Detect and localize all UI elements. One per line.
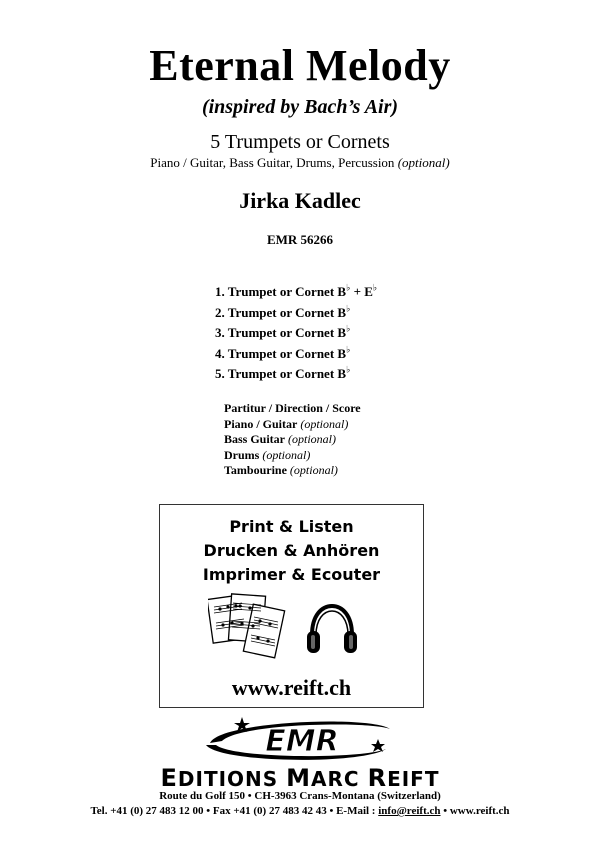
promo-line-fr: Imprimer & Ecouter: [202, 565, 381, 584]
instrumentation: 5 Trumpets or Cornets: [210, 131, 390, 153]
catalog-number: EMR 56266: [266, 232, 334, 247]
accompaniment-note: (optional): [397, 155, 450, 170]
composer-name: Jirka Kadlec: [239, 188, 361, 213]
publisher-name: EDITIONS MARC REIFT: [160, 764, 440, 792]
part-item: 1. Trumpet or Cornet B♭ + E♭: [215, 282, 378, 299]
email-link[interactable]: info@reift.ch: [378, 805, 441, 817]
extras-item: Partitur / Direction / Score: [224, 401, 361, 415]
part-item: 4. Trumpet or Cornet B♭: [215, 344, 351, 361]
piece-subtitle: (inspired by Bach’s Air): [201, 96, 399, 118]
part-item: 3. Trumpet or Cornet B♭: [215, 323, 351, 340]
promo-line-de: Drucken & Anhören: [203, 541, 380, 560]
extras-item: Drums (optional): [224, 447, 311, 462]
promo-line-en: Print & Listen: [229, 517, 354, 536]
part-item: 5. Trumpet or Cornet B♭: [215, 364, 351, 381]
publisher-address: Route du Golf 150 • CH-3963 Crans-Montana (Switzerland): [159, 790, 441, 802]
piece-title: Eternal Melody: [149, 41, 451, 90]
parts-list: [215, 282, 377, 385]
promo-url[interactable]: www.reift.ch: [231, 675, 352, 700]
headphones-icon: [304, 601, 360, 657]
logo-text: EMR: [265, 724, 339, 759]
score-extras-list: [224, 401, 361, 479]
accompaniment-text: Piano / Guitar, Bass Guitar, Drums, Percussion: [150, 155, 395, 170]
sheet-music-icon: [208, 591, 288, 665]
publisher-contact: Tel. +41 (0) 27 483 12 00 • Fax +41 (0) 27 483 42 43 • E-Mail : info@reift.ch • www.reift.ch: [90, 805, 510, 817]
extras-item: Piano / Guitar (optional): [224, 416, 349, 431]
part-item: 2. Trumpet or Cornet B♭: [215, 303, 351, 320]
emr-logo: [150, 715, 450, 765]
print-listen-box: [159, 504, 424, 708]
extras-item: Tambourine (optional): [224, 463, 338, 477]
accompaniment: [0, 155, 600, 171]
extras-item: Bass Guitar (optional): [224, 432, 337, 446]
